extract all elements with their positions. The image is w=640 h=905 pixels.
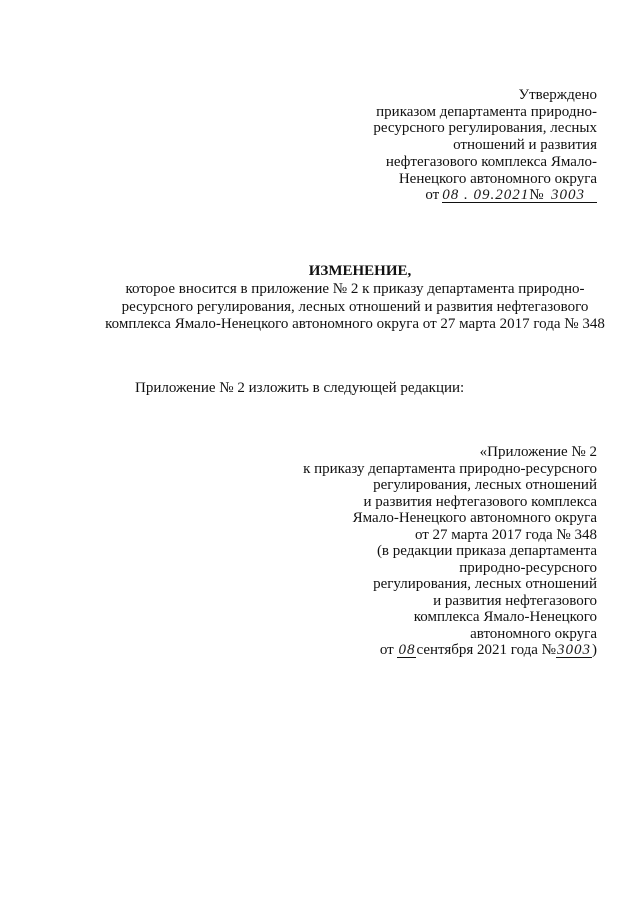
document-subtitle — [100, 281, 610, 334]
appendix-line: от 27 марта 2017 года № 348 — [414, 526, 597, 543]
approval-date-field — [442, 188, 597, 203]
appendix-line: «Приложение № 2 — [479, 444, 597, 460]
appendix-date-prefix: от — [379, 642, 394, 658]
approval-date-prefix: от — [425, 187, 440, 204]
appendix-number-handwritten: 3003 — [557, 642, 591, 658]
appendix-date-suffix: ) — [592, 642, 597, 658]
appendix-header-block — [303, 444, 597, 659]
appendix-line: и развития нефтегазового — [433, 592, 597, 609]
appendix-line: Ямало-Ненецкого автономного округа — [352, 510, 597, 526]
approval-line: Ненецкого автономного округа — [398, 170, 597, 187]
approval-date-handwritten: 08 . 09.2021 — [442, 187, 530, 204]
subtitle-line: которое вносится в приложение № 2 к приказу департамента природно- — [125, 281, 585, 297]
appendix-date-line — [303, 642, 597, 659]
appendix-line: автономного округа — [470, 625, 597, 642]
appendix-day-handwritten: 08 — [398, 642, 416, 658]
approval-line: приказом департамента природно- — [376, 103, 597, 120]
approval-line: нефтегазового комплекса Ямало- — [385, 153, 597, 170]
appendix-date-middle: сентября 2021 года № — [416, 642, 556, 658]
approval-date-line — [373, 187, 597, 204]
subtitle-line: комплекса Ямало-Ненецкого автономного округа от 27 марта 2017 года № 348 — [105, 316, 605, 332]
appendix-line: к приказу департамента природно-ресурсного — [303, 460, 597, 477]
appendix-line: природно-ресурсного — [459, 559, 597, 576]
appendix-line: регулирования, лесных отношений — [373, 576, 597, 592]
document-title: ИЗМЕНЕНИЕ, — [308, 263, 412, 279]
appendix-line: комплекса Ямало-Ненецкого — [413, 609, 597, 625]
subtitle-line: ресурсного регулирования, лесных отношений и развития нефтегазового — [121, 298, 589, 315]
appendix-line: (в редакции приказа департамента — [376, 543, 597, 559]
appendix-line: и развития нефтегазового комплекса — [363, 493, 597, 510]
approval-line: отношений и развития — [453, 137, 597, 154]
approval-line: ресурсного регулирования, лесных — [373, 120, 597, 137]
approval-number-handwritten: 3003 — [551, 187, 585, 204]
approval-block — [373, 87, 597, 204]
approval-number-sign: № — [529, 187, 544, 204]
instruction-paragraph: Приложение № 2 изложить в следующей редакции: — [135, 380, 465, 396]
appendix-line: регулирования, лесных отношений — [373, 477, 597, 493]
approval-line: Утверждено — [518, 87, 597, 103]
